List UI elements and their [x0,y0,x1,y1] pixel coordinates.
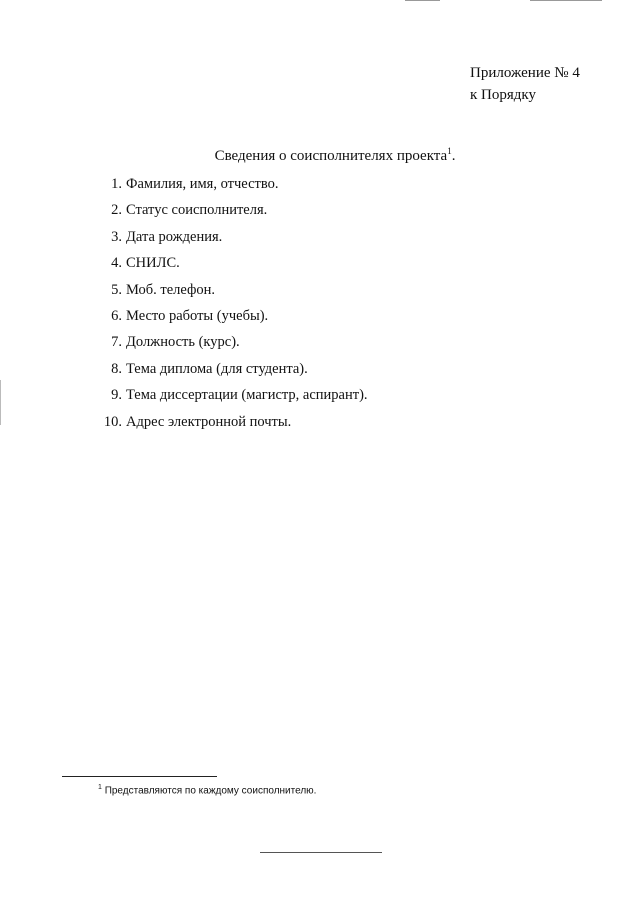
list-item [90,387,368,404]
item-text: Моб. телефон. [126,281,216,298]
appendix-label: Приложение № 4 [470,65,580,81]
list-item [90,255,180,272]
item-number: 10. [103,413,122,430]
item-number: 5. [111,281,122,298]
scan-artifact-line [260,852,382,853]
title-end: . [451,148,456,164]
footnote-mark: 1 [98,784,102,791]
list-item [90,308,268,325]
item-text: Тема диплома (для студента). [126,360,308,377]
item-number: 9. [111,387,122,404]
item-text: Тема диссертации (магистр, аспирант). [126,387,368,404]
item-text: Адрес электронной почты. [126,413,292,430]
footnote [98,784,316,796]
item-number: 7. [111,334,122,351]
item-text: Должность (курс). [126,334,240,351]
footnote-separator [62,776,217,777]
order-reference: к Порядку [470,87,536,103]
item-text: Фамилия, имя, отчество. [126,176,279,192]
list-item [90,282,215,299]
item-number: 8. [111,360,122,377]
scan-artifact-line [530,0,602,1]
document-title [0,146,640,165]
item-number: 3. [111,228,122,245]
item-text: Место работы (учебы). [126,308,269,324]
scan-artifact-line [405,0,440,1]
item-text: СНИЛС. [126,255,180,272]
item-number: 4. [111,255,122,272]
list-item [90,414,291,431]
list-item [90,176,278,193]
scan-artifact-line [0,380,1,425]
item-number: 1. [111,176,122,192]
list-item [90,229,222,246]
item-text: Статус соисполнителя. [126,202,268,219]
list-item [90,361,308,378]
item-text: Дата рождения. [126,228,223,245]
item-number: 6. [111,308,122,324]
footnote-ref: 1 [447,146,452,156]
list-item [90,202,267,219]
item-number: 2. [111,202,122,219]
title-text: Сведения о соисполнителях проекта [214,148,448,164]
footnote-text: Представляются по каждому соисполнителю. [104,785,317,797]
list-item [90,334,240,351]
